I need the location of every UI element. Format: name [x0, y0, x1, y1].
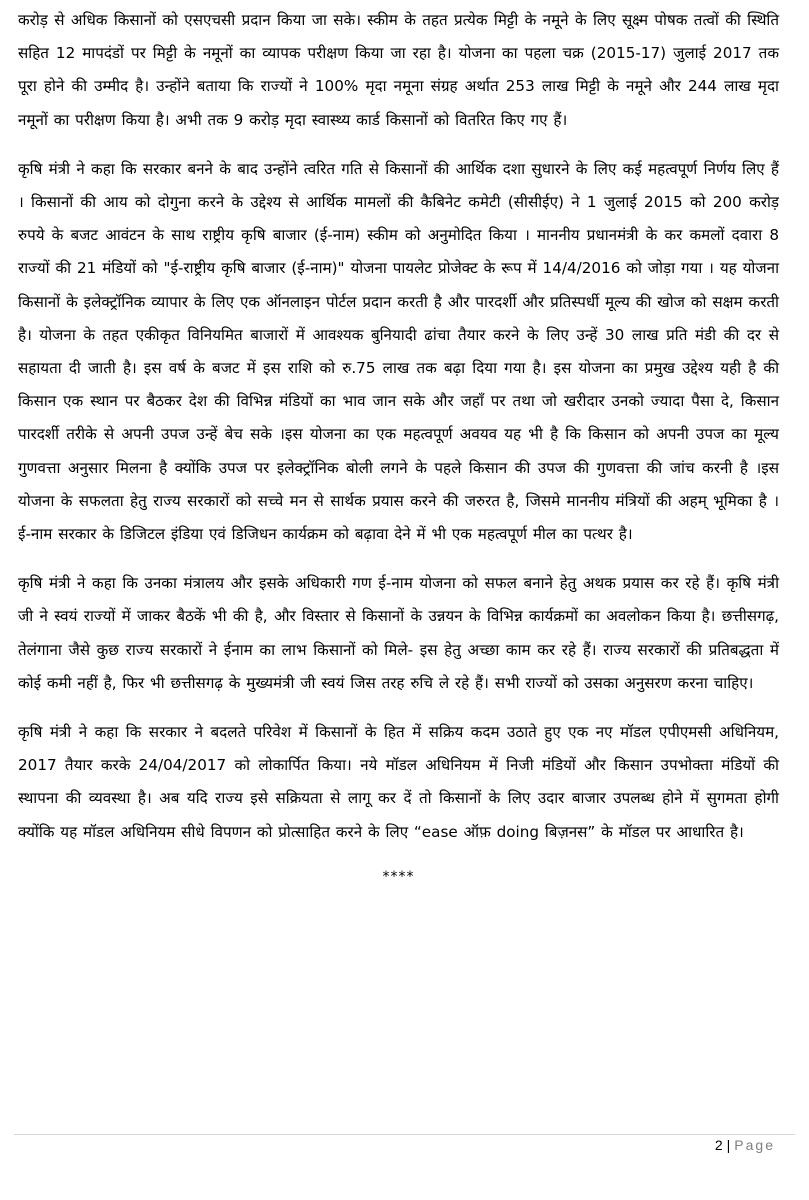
paragraph-model-apmc-act: कृषि मंत्री ने कहा कि सरकार ने बदलते परिवेश में किसानों के हित में सक्रिय कदम उठाते हुए एक नए मॉडल एपीएमसी अधिनियम, 2017 तैयार करके 24/04/2017 को लोकार्पित किया। नये मॉडल अधिनियम में निजी मंडियों और किसान उपभोक्ता मंडियों की स्थापना की व्यवस्था है। अब यदि राज्य इसे सक्रियता से लागू कर दें तो किसानों के लिए उदार बाजार उपलब्ध होने में सुगमता होगी क्योंकि यह मॉडल अधिनियम सीधे विपणन को प्रोत्साहित करने के लिए “ease ऑफ़ doing बिज़नस” के मॉडल पर आधारित है। — [18, 723, 779, 841]
footer-divider — [14, 1134, 795, 1135]
footer-pipe: | — [726, 1137, 731, 1153]
page-footer — [715, 1137, 775, 1153]
paragraph-soil-health-card: करोड़ से अधिक किसानों को एसएचसी प्रदान किया जा सके। स्कीम के तहत प्रत्येक मिट्टी के नमूने के लिए सूक्ष्म पोषक तत्वों की स्थिति सहित 12 मापदंडों पर मिट्टी के नमूनों का व्यापक परीक्षण किया जा रहा है। योजना का पहला चक्र (2015-17) जुलाई 2017 तक पूरा होने की उम्मीद है। उन्होंने बताया कि राज्यों ने 100% मृदा नमूना संग्रह अर्थात 253 लाख मिट्टी के नमूने और 244 लाख मृदा नमूनों का परीक्षण किया है। अभी तक 9 करोड़ मृदा स्वास्थ्य कार्ड किसानों को वितरित किए गए हैं। — [18, 11, 779, 129]
paragraph-ministry-efforts: कृषि मंत्री ने कहा कि उनका मंत्रालय और इसके अधिकारी गण ई-नाम योजना को सफल बनाने हेतु अथक प्रयास कर रहे हैं। कृषि मंत्री जी ने स्वयं राज्यों में जाकर बैठकें भी की है, और विस्तार से किसानों के उन्नयन के विभिन्न कार्यक्रमों का अवलोकन किया है। छत्तीसगढ़, तेलंगाना जैसे कुछ राज्य सरकारों ने ईनाम का लाभ किसानों को मिले- इस हेतु अच्छा काम कर रहे हैं। राज्य सरकारों की प्रतिबद्धता में कोई कमी नहीं है, फिर भी छत्तीसगढ़ के मुख्यमंत्री जी स्वयं जिस तरह रुचि ले रहे हैं। सभी राज्यों को उसका अनुसरण करना चाहिए। — [18, 574, 779, 692]
page-number: 2 — [714, 1137, 723, 1153]
paragraph-enam-scheme: कृषि मंत्री ने कहा कि सरकार बनने के बाद उन्होंने त्वरित गति से किसानों की आर्थिक दशा सुधारने के लिए कई महत्वपूर्ण निर्णय लिए हैं । किसानों की आय को दोगुना करने के उद्देश्य से आर्थिक मामलों की कैबिनेट कमेटी (सीसीईए) ने 1 जुलाई 2015 को 200 करोड़ रुपये के बजट आवंटन के साथ राष्ट्रीय कृषि बाजार (ई-नाम) स्कीम को अनुमोदित किया । माननीय प्रधानमंत्री के कर कमलों दवारा 8 राज्यों की 21 मंडियों को "ई-राष्ट्रीय कृषि बाजार (ई-नाम)" योजना पायलेट प्रोजेक्ट के रूप में 14/4/2016 को जोड़ा गया । यह योजना किसानों के इलेक्ट्रॉनिक व्यापार के लिए एक ऑनलाइन पोर्टल प्रदान करती है और पारदर्शी और प्रतिस्पर्धी मूल्य की खोज को सक्षम करती है। योजना के तहत एकीकृत विनियमित बाजारों में आवश्यक बुनियादी ढांचा तैयार करने के लिए उन्हें 30 लाख प्रति मंडी की दर से सहायता दी जाती है। इस वर्ष के बजट में इस राशि को रु.75 लाख तक बढ़ा दिया गया है। इस योजना का प्रमुख उद्देश्य यही है की किसान एक स्थान पर बैठकर देश की विभिन्न मंडियों का भाव जान सके और जहाँ पर तथा जो खरीदार उनको ज्यादा पैसा दे, किसान पारदर्शी तरीके से अपनी उपज उन्हें बेच सके ।इस योजना का एक महत्वपूर्ण अवयव यह भी है कि किसान को अपनी उपज का मूल्य गुणवत्ता अनुसार मिलना है क्योंकि उपज पर इलेक्ट्रॉनिक बोली लगने के पहले किसान की उपज की गुणवत्ता की जांच करनी है ।इस योजना के सफलता हेतु राज्य सरकारों को सच्चे मन से सार्थक प्रयास करने की जरुरत है, जिसमे माननीय मंत्रियों की अहम् भूमिका है । ई-नाम सरकार के डिजिटल इंडिया एवं डिजिधन कार्यक्रम को बढ़ावा देने में भी एक महत्वपूर्ण मील का पत्थर है। — [18, 159, 779, 544]
section-separator: **** — [382, 868, 415, 885]
page-label: Page — [734, 1137, 775, 1153]
